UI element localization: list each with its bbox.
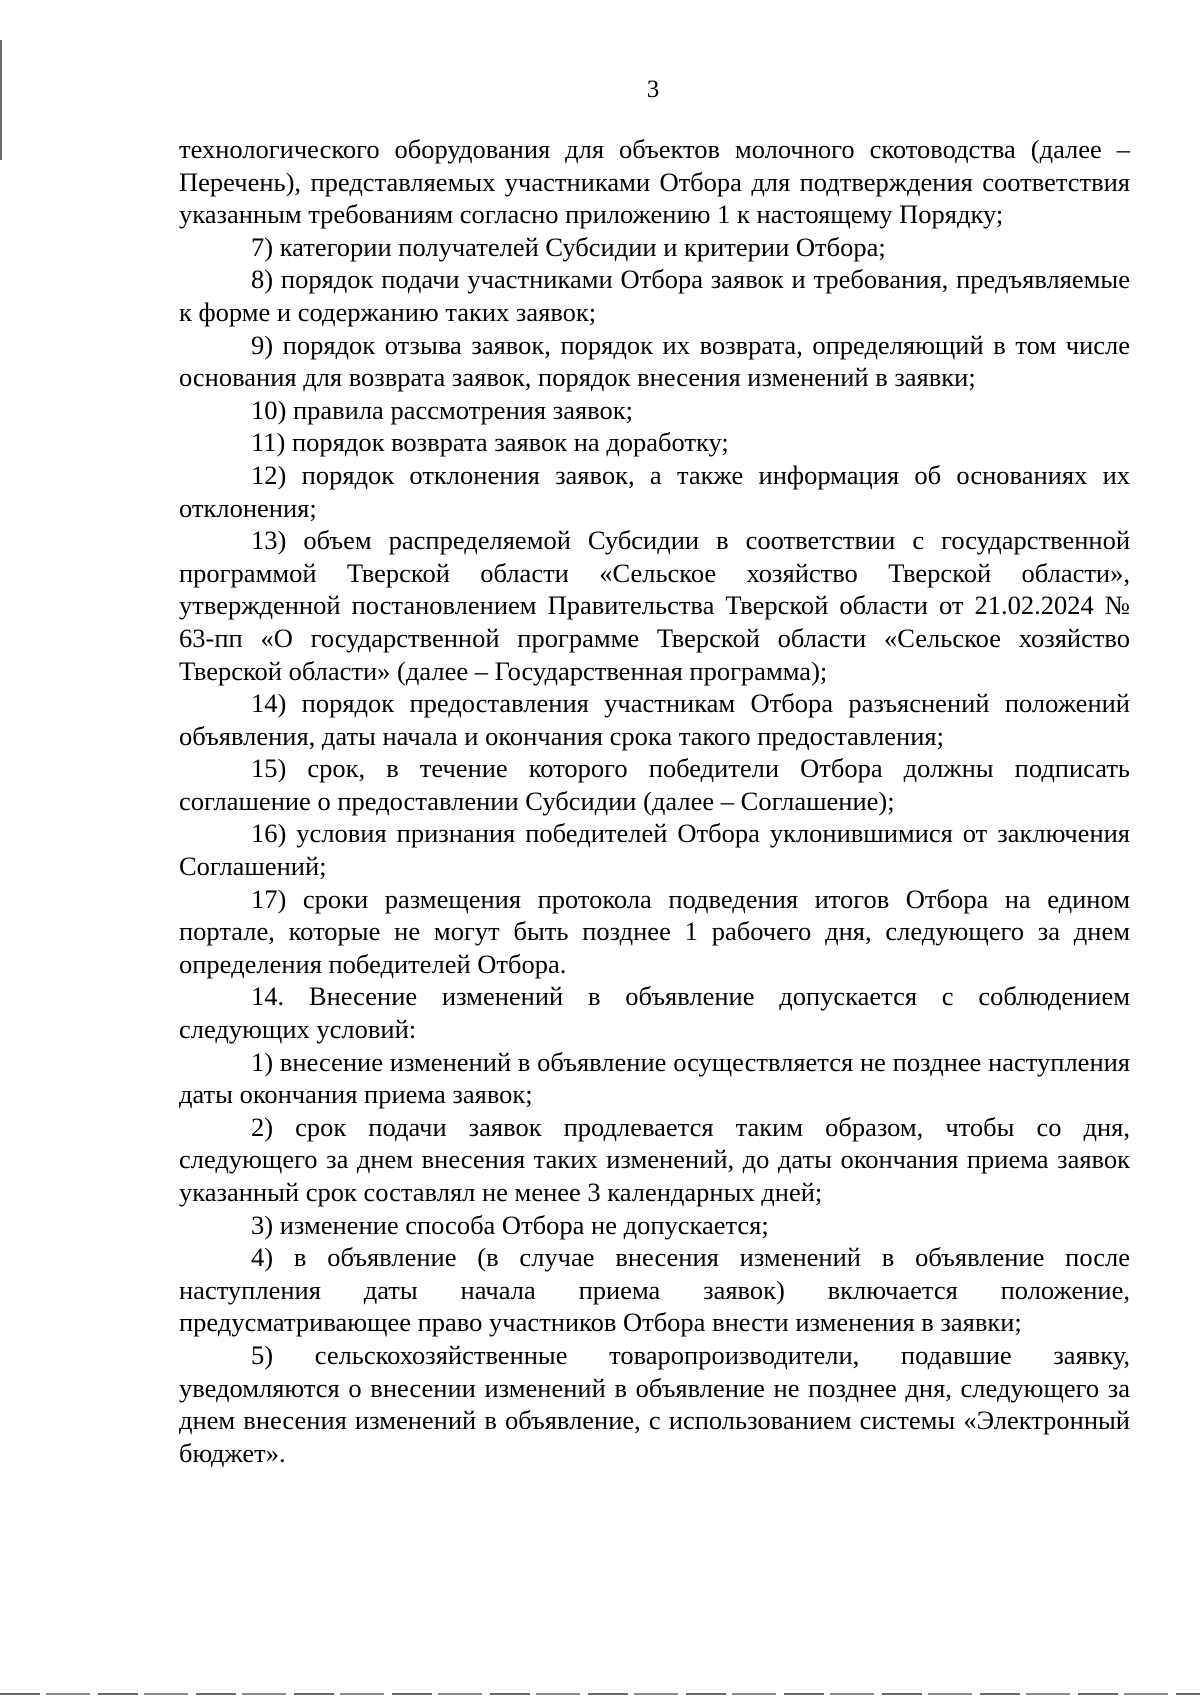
page-number: 3: [646, 76, 660, 103]
list-item-13: 13) объем распределяемой Субсидии в соответствии с государственной программой Тверской области «Сельское хозяйство Тверской области», утвержденной постановлением Правительства Тверской области от 21.02.2024 № 63-пп «О государственной программе Тверской области «Сельское хозяйство Тверской области» (далее – Государственная программа);: [179, 525, 1130, 686]
list-item-8: 8) порядок подачи участниками Отбора заявок и требования, предъявляемые к форме и содержанию таких заявок;: [179, 264, 1130, 327]
scan-edge-bottom: [0, 1693, 1200, 1695]
document-body: [179, 133, 1130, 1469]
list-item-15: 15) срок, в течение которого победители Отбора должны подписать соглашение о предоставлении Субсидии (далее – Соглашение);: [179, 753, 1130, 816]
paragraph-continuation: технологического оборудования для объектов молочного скотоводства (далее – Перечень), представляемых участниками Отбора для подтверждения соответствия указанным требованиям согласно приложению 1 к настоящему Порядку;: [179, 134, 1130, 230]
list-item-7: 7) категории получателей Субсидии и критерии Отбора;: [251, 231, 886, 262]
list-item-16: 16) условия признания победителей Отбора уклонившимися от заключения Соглашений;: [179, 818, 1130, 882]
list-item-11: 11) порядок возврата заявок на доработку;: [251, 427, 729, 458]
list-item-9: 9) порядок отзыва заявок, порядок их возврата, определяющий в том числе основания для возврата заявок, порядок внесения изменений в заявки;: [179, 329, 1130, 393]
condition-item-4: 4) в объявление (в случае внесения изменений в объявление после наступления даты начала приема заявок) включается положение, предусматривающее право участников Отбора внести изменения в заявки;: [179, 1242, 1130, 1338]
condition-item-1: 1) внесение изменений в объявление осуществляется не позднее наступления даты окончания приема заявок;: [179, 1046, 1130, 1110]
list-item-17: 17) сроки размещения протокола подведения итогов Отбора на едином портале, которые не могут быть позднее 1 рабочего дня, следующего за днем определения победителей Отбора.: [179, 883, 1130, 979]
list-item-12: 12) порядок отклонения заявок, а также информация об основаниях их отклонения;: [179, 459, 1130, 523]
list-item-14: 14) порядок предоставления участникам Отбора разъяснений положений объявления, даты начала и окончания срока такого предоставления;: [179, 688, 1130, 751]
condition-item-2: 2) срок подачи заявок продлевается таким образом, чтобы со дня, следующего за днем внесения таких изменений, до даты окончания приема заявок указанный срок составлял не менее 3 календарных дней;: [179, 1111, 1130, 1207]
condition-item-5: 5) сельскохозяйственные товаропроизводители, подавшие заявку, уведомляются о внесении изменений в объявление не позднее дня, следующего за днем внесения изменений в объявление, с использованием системы «Электронный бюджет».: [179, 1339, 1130, 1468]
list-item-10: 10) правила рассмотрения заявок;: [251, 394, 633, 425]
section-14-heading: 14. Внесение изменений в объявление допускается с соблюдением следующих условий:: [179, 981, 1130, 1045]
condition-item-3: 3) изменение способа Отбора не допускается;: [251, 1209, 769, 1240]
